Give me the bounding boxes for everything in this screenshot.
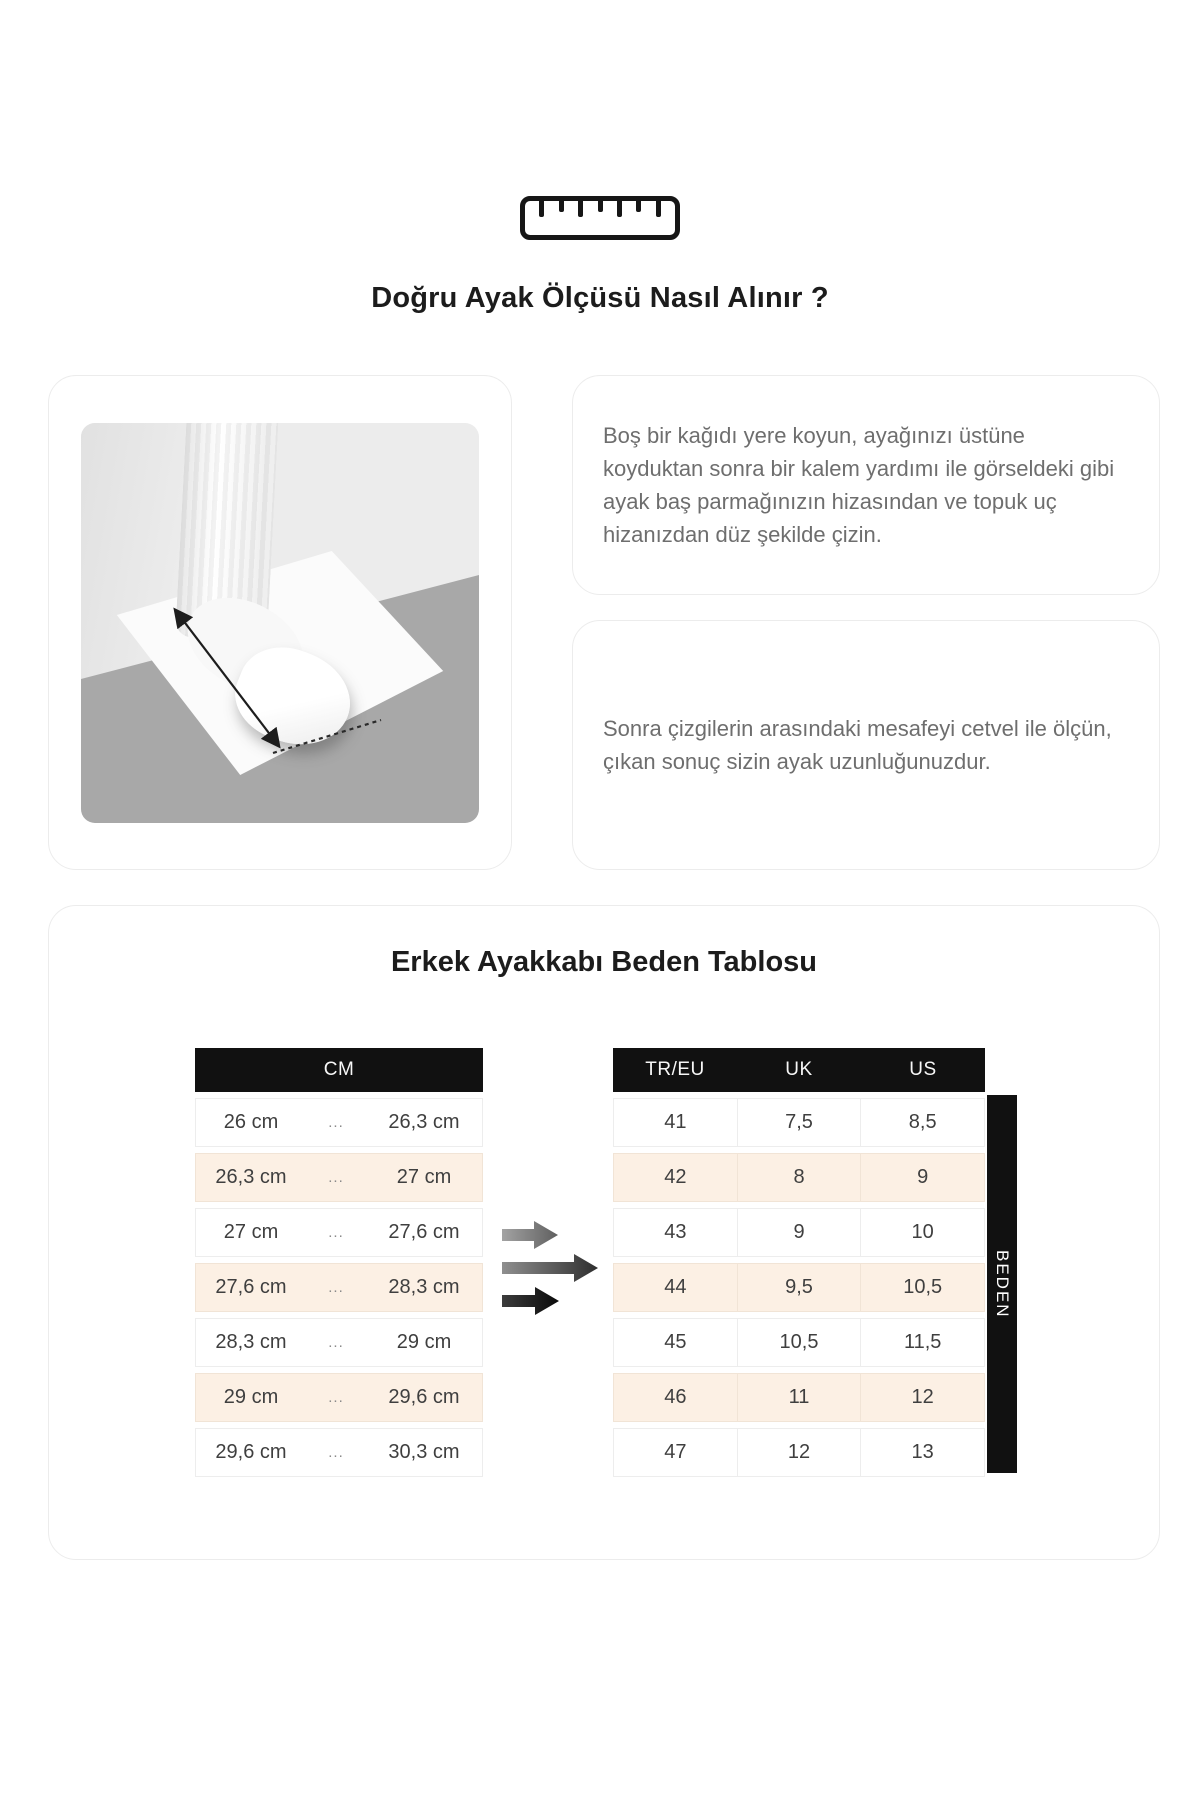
transfer-arrows-icon [502, 1221, 598, 1315]
intl-table-header [613, 1048, 985, 1092]
ruler-tick [578, 201, 583, 217]
instruction-step-1 [572, 375, 1160, 595]
tr-eu-header: TR/EU [645, 1059, 705, 1080]
foot-photo-card [48, 375, 512, 870]
table-row: 29 cm ... 29,6 cm [195, 1373, 483, 1422]
range-separator: ... [328, 1169, 344, 1186]
table-row: 27,6 cm ... 28,3 cm [195, 1263, 483, 1312]
table-row: 45 10,5 11,5 [613, 1318, 985, 1367]
instruction-step-2-text: Sonra çizgilerin arasındaki mesafeyi cetvel ile ölçün, çıkan sonuç sizin ayak uzunluğunuzdur. [603, 716, 1112, 774]
table-row: 44 9,5 10,5 [613, 1263, 985, 1312]
range-separator: ... [328, 1114, 344, 1131]
table-row: 47 12 13 [613, 1428, 985, 1477]
instruction-step-1-text: Boş bir kağıdı yere koyun, ayağınızı üstüne koyduktan sonra bir kalem yardımı ile görseldeki gibi ayak baş parmağınızın hizasından ve topuk uç hizanızdan düz şekilde çizin. [603, 423, 1115, 547]
ruler-tick [656, 201, 661, 217]
table-row: 46 11 12 [613, 1373, 985, 1422]
range-separator: ... [328, 1334, 344, 1351]
table-row: 26 cm ... 26,3 cm [195, 1098, 483, 1147]
instruction-step-2 [572, 620, 1160, 870]
table-row: 42 8 9 [613, 1153, 985, 1202]
foot-measurement-photo [81, 423, 479, 823]
range-separator: ... [328, 1224, 344, 1241]
ruler-tick [559, 201, 564, 212]
us-header: US [909, 1059, 937, 1080]
uk-header: UK [785, 1059, 813, 1080]
cm-table-header [195, 1048, 483, 1092]
measurement-arrow-icon [81, 423, 479, 823]
ruler-tick [598, 201, 603, 212]
table-row: 26,3 cm ... 27 cm [195, 1153, 483, 1202]
ruler-tick [636, 201, 641, 212]
range-separator: ... [328, 1389, 344, 1406]
page-title: Doğru Ayak Ölçüsü Nasıl Alınır ? [371, 282, 829, 314]
size-side-label: BEDEN [987, 1095, 1017, 1473]
size-table-title: Erkek Ayakkabı Beden Tablosu [390, 946, 818, 978]
range-separator: ... [328, 1279, 344, 1296]
ruler-tick [617, 201, 622, 217]
table-row: 27 cm ... 27,6 cm [195, 1208, 483, 1257]
ruler-tick [539, 201, 544, 217]
table-row: 43 9 10 [613, 1208, 985, 1257]
table-row: 41 7,5 8,5 [613, 1098, 985, 1147]
range-separator: ... [328, 1444, 344, 1461]
cm-range-table [195, 1048, 483, 1477]
table-row: 28,3 cm ... 29 cm [195, 1318, 483, 1367]
table-row: 29,6 cm ... 30,3 cm [195, 1428, 483, 1477]
cm-header-label: CM [323, 1059, 355, 1080]
intl-size-table [613, 1048, 985, 1477]
ruler-icon [520, 196, 680, 240]
